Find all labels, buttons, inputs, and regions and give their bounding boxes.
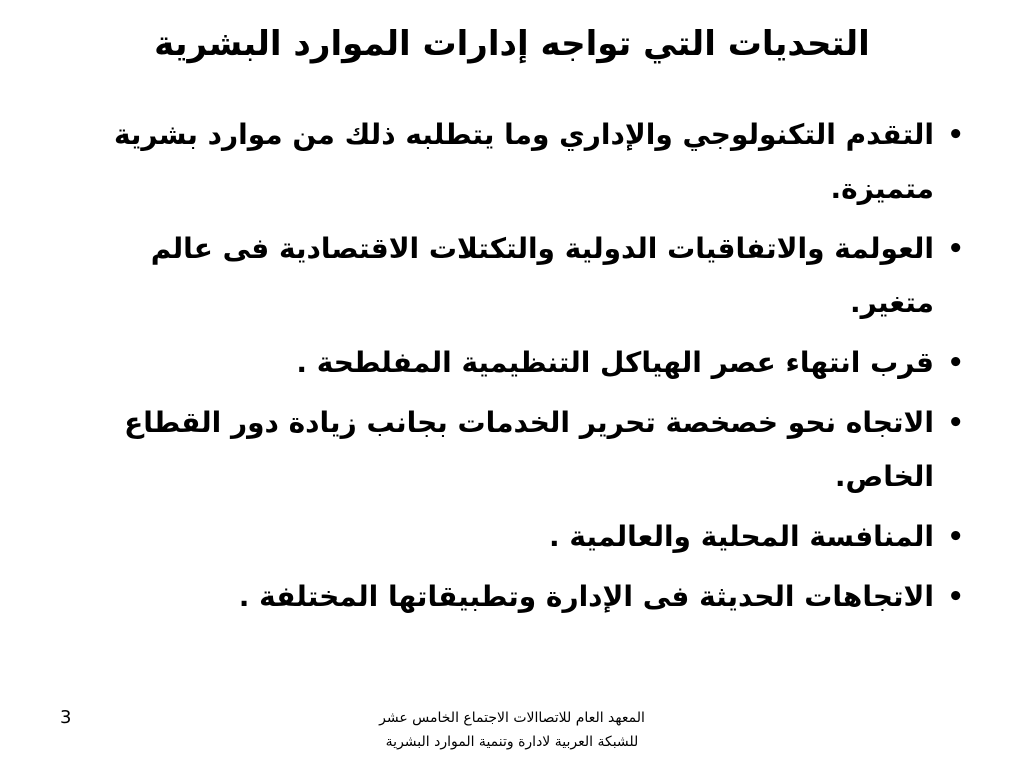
bullet-item-4 [104, 396, 964, 504]
bullet-dot-icon: • [947, 234, 964, 264]
bullet-dot-icon: • [947, 522, 964, 552]
bullet-text-2: العولمة والاتفاقيات الدولية والتكتلات الاقتصادية فى عالم متغير. [150, 232, 934, 319]
bullet-text-1: التقدم التكنولوجي والإداري وما يتطلبه ذلك من موارد بشرية متميزة. [113, 118, 934, 205]
page-number: 3 [60, 707, 72, 728]
bullet-text-3: قرب انتهاء عصر الهياكل التنظيمية المفلطحة . [296, 346, 934, 379]
bullet-dot-icon: • [947, 582, 964, 612]
bullet-dot-icon: • [947, 348, 964, 378]
bullet-item-6 [104, 570, 964, 624]
bullet-item-5 [104, 510, 964, 564]
bullet-text-4: الاتجاه نحو خصخصة تحرير الخدمات بجانب زيادة دور القطاع الخاص. [124, 406, 934, 493]
footer-text [312, 706, 712, 754]
bullet-text-6: الاتجاهات الحديثة فى الإدارة وتطبيقاتها المختلفة . [238, 580, 934, 613]
bullet-item-1 [104, 108, 964, 216]
footer-line-2: للشبكة العربية لادارة وتنمية الموارد البشرية [385, 734, 639, 750]
bullet-item-3 [104, 336, 964, 390]
bullet-dot-icon: • [947, 120, 964, 150]
bullet-list [104, 108, 964, 630]
bullet-dot-icon: • [947, 408, 964, 438]
bullet-text-5: المنافسة المحلية والعالمية . [549, 520, 934, 553]
bullet-item-2 [104, 222, 964, 330]
footer-line-1: المعهد العام للاتصاالات الاجتماع الخامس عشر [379, 710, 645, 726]
slide-title: التحديات التي تواجه إدارات الموارد البشرية [154, 24, 870, 64]
